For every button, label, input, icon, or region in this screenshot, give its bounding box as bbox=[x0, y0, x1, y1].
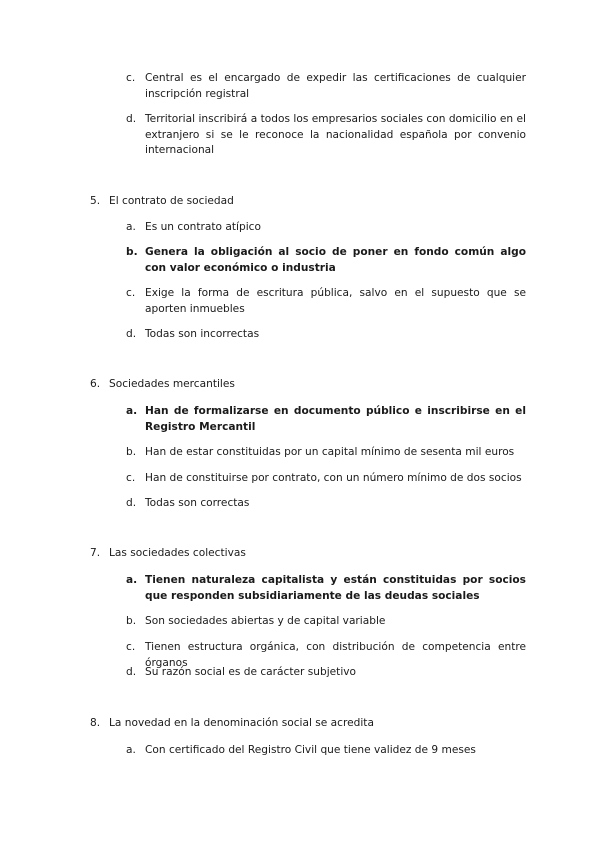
option-a-correct bbox=[126, 404, 526, 435]
question-text: El contrato de sociedad bbox=[109, 195, 234, 207]
option-d bbox=[126, 665, 526, 681]
option-text: Exige la forma de escritura pública, salvo en el supuesto que se aporten inmuebles bbox=[145, 287, 526, 315]
option-text: Todas son correctas bbox=[145, 497, 250, 509]
question-5 bbox=[90, 194, 510, 210]
option-a-correct bbox=[126, 573, 526, 604]
option-c bbox=[126, 471, 526, 487]
question-text: Sociedades mercantiles bbox=[109, 378, 235, 390]
option-a bbox=[126, 743, 526, 759]
option-letter: c. bbox=[126, 641, 136, 653]
option-letter: d. bbox=[126, 113, 137, 125]
option-text: Han de constituirse por contrato, con un número mínimo de dos socios bbox=[145, 472, 522, 484]
option-text: Todas son incorrectas bbox=[145, 328, 260, 340]
question-6 bbox=[90, 377, 510, 393]
option-letter: c. bbox=[126, 72, 136, 84]
question-number: 7. bbox=[90, 547, 101, 559]
option-letter: a. bbox=[126, 574, 138, 586]
option-text: Su razón social es de carácter subjetivo bbox=[145, 666, 357, 678]
option-a bbox=[126, 220, 526, 236]
option-d bbox=[126, 496, 526, 512]
option-text: Con certificado del Registro Civil que tiene validez de 9 meses bbox=[145, 744, 476, 756]
question-text: Las sociedades colectivas bbox=[109, 547, 246, 559]
question-number: 5. bbox=[90, 195, 101, 207]
option-letter: c. bbox=[126, 472, 136, 484]
option-letter: b. bbox=[126, 246, 138, 258]
option-b bbox=[126, 445, 526, 461]
option-text: Territorial inscribirá a todos los empresarios sociales con domicilio en el extranjero si se le reconoce la nacionalidad española por convenio internacional bbox=[145, 113, 526, 156]
option-letter: b. bbox=[126, 446, 137, 458]
question-number: 6. bbox=[90, 378, 101, 390]
option-letter: d. bbox=[126, 666, 137, 678]
option-letter: a. bbox=[126, 744, 136, 756]
question-number: 8. bbox=[90, 717, 101, 729]
option-c bbox=[126, 71, 526, 102]
option-c bbox=[126, 286, 526, 317]
question-8 bbox=[90, 716, 510, 732]
option-text: Tienen estructura orgánica, con distribución de competencia entre órganos bbox=[145, 641, 526, 669]
option-letter: d. bbox=[126, 328, 137, 340]
question-7 bbox=[90, 546, 510, 562]
option-text: Central es el encargado de expedir las certificaciones de cualquier inscripción registral bbox=[145, 72, 526, 100]
option-letter: a. bbox=[126, 221, 136, 233]
option-text: Son sociedades abiertas y de capital variable bbox=[145, 615, 386, 627]
option-letter: a. bbox=[126, 405, 138, 417]
option-b-correct bbox=[126, 245, 526, 276]
option-text: Han de formalizarse en documento público e inscribirse en el Registro Mercantil bbox=[145, 405, 526, 433]
option-letter: d. bbox=[126, 497, 137, 509]
option-letter: b. bbox=[126, 615, 137, 627]
option-letter: c. bbox=[126, 287, 136, 299]
option-text: Es un contrato atípico bbox=[145, 221, 261, 233]
option-b bbox=[126, 614, 526, 630]
option-text: Genera la obligación al socio de poner en fondo común algo con valor económico o industria bbox=[145, 246, 526, 274]
question-text: La novedad en la denominación social se acredita bbox=[109, 717, 374, 729]
option-text: Han de estar constituidas por un capital mínimo de sesenta mil euros bbox=[145, 446, 515, 458]
option-text: Tienen naturaleza capitalista y están constituidas por socios que responden subsidiariamente de las deudas sociales bbox=[145, 574, 526, 602]
option-d bbox=[126, 327, 526, 343]
option-d bbox=[126, 112, 526, 159]
